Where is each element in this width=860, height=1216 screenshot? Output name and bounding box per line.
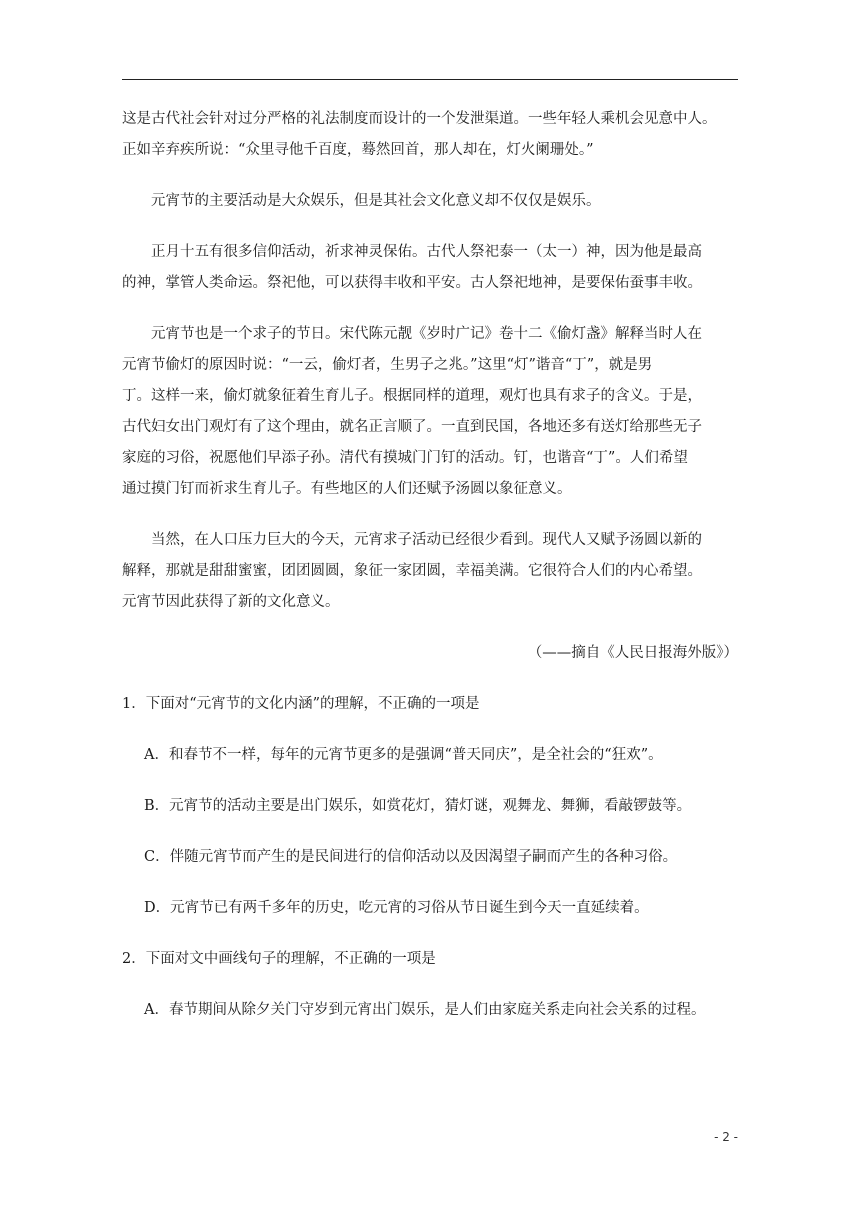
paragraph-line: 这是古代社会针对过分严格的礼法制度而设计的一个发泄渠道。一些年轻人乘机会见意中人。 xyxy=(122,111,717,127)
paragraph-line: 解释，那就是甜甜蜜蜜，团团圆圆，象征一家团圆，幸福美满。它很符合人们的内心希望。 xyxy=(122,563,702,579)
paragraph-line: 当然，在人口压力巨大的今天，元宵求子活动已经很少看到。现代人又赋予汤圆以新的 xyxy=(151,532,702,548)
paragraph-line: 正如辛弃疾所说：“众里寻他千百度，蓦然回首，那人却在，灯火阑珊处。” xyxy=(122,142,594,158)
answer-option: B．元宵节的活动主要是出门娱乐，如赏花灯，猜灯谜，观舞龙、舞狮，看敲锣鼓等。 xyxy=(144,798,692,814)
article-paragraph xyxy=(122,186,738,217)
answer-option: C．伴随元宵节而产生的是民间进行的信仰活动以及因渴望子嗣而产生的各种习俗。 xyxy=(144,849,678,865)
article-source: （——摘自《人民日报海外版》） xyxy=(527,645,738,661)
answer-option: A．春节期间从除夕关门守岁到元宵出门娱乐，是人们由家庭关系走向社会关系的过程。 xyxy=(144,1002,706,1018)
paragraph-line: 正月十五有很多信仰活动，祈求神灵保佑。古代人祭祀泰一（太一）神，因为他是最高 xyxy=(151,244,702,260)
paragraph-line: 元宵节的主要活动是大众娱乐，但是其社会文化意义却不仅仅是娱乐。 xyxy=(151,193,601,209)
paragraph-line: 古代妇女出门观灯有了这个理由，就名正言顺了。一直到民国，各地还多有送灯给那些无子 xyxy=(122,419,702,435)
paragraph-line: 丁。这样一来，偷灯就象征着生育儿子。根据同样的道理，观灯也具有求子的含义。于是， xyxy=(122,388,702,404)
paragraph-line: 元宵节也是一个求子的节日。宋代陈元靓《岁时广记》卷十二《偷灯盏》解释当时人在 xyxy=(151,326,702,342)
paragraph-line: 的神，掌管人类命运。祭祀他，可以获得丰收和平安。古人祭祀地神，是要保佑蚕事丰收。 xyxy=(122,275,702,291)
question-stem: 1．下面对“元宵节的文化内涵”的理解，不正确的一项是 xyxy=(122,696,480,712)
page-number: - 2 - xyxy=(714,1130,738,1144)
article-paragraph xyxy=(122,319,738,505)
paragraph-line: 元宵节偷灯的原因时说：“一云，偷灯者，生男子之兆。”这里“灯”谐音“丁”，就是男 xyxy=(122,357,653,373)
answer-option: A．和春节不一样，每年的元宵节更多的是强调“普天同庆”，是全社会的“狂欢”。 xyxy=(144,747,663,763)
paragraph-line: 家庭的习俗，祝愿他们早添子孙。清代有摸城门门钉的活动。钉，也谐音“丁”。人们希望 xyxy=(122,450,688,466)
article-paragraph xyxy=(122,525,738,618)
header-rule xyxy=(122,79,738,80)
article-paragraph xyxy=(122,104,738,166)
page-content xyxy=(122,104,738,1046)
paragraph-line: 元宵节因此获得了新的文化意义。 xyxy=(122,594,340,610)
paragraph-line: 通过摸门钉而祈求生育儿子。有些地区的人们还赋予汤圆以象征意义。 xyxy=(122,481,572,497)
article-paragraph xyxy=(122,237,738,299)
answer-option: D．元宵节已有两千多年的历史，吃元宵的习俗从节日诞生到今天一直延续着。 xyxy=(144,900,649,916)
question-stem: 2．下面对文中画线句子的理解，不正确的一项是 xyxy=(122,951,436,967)
